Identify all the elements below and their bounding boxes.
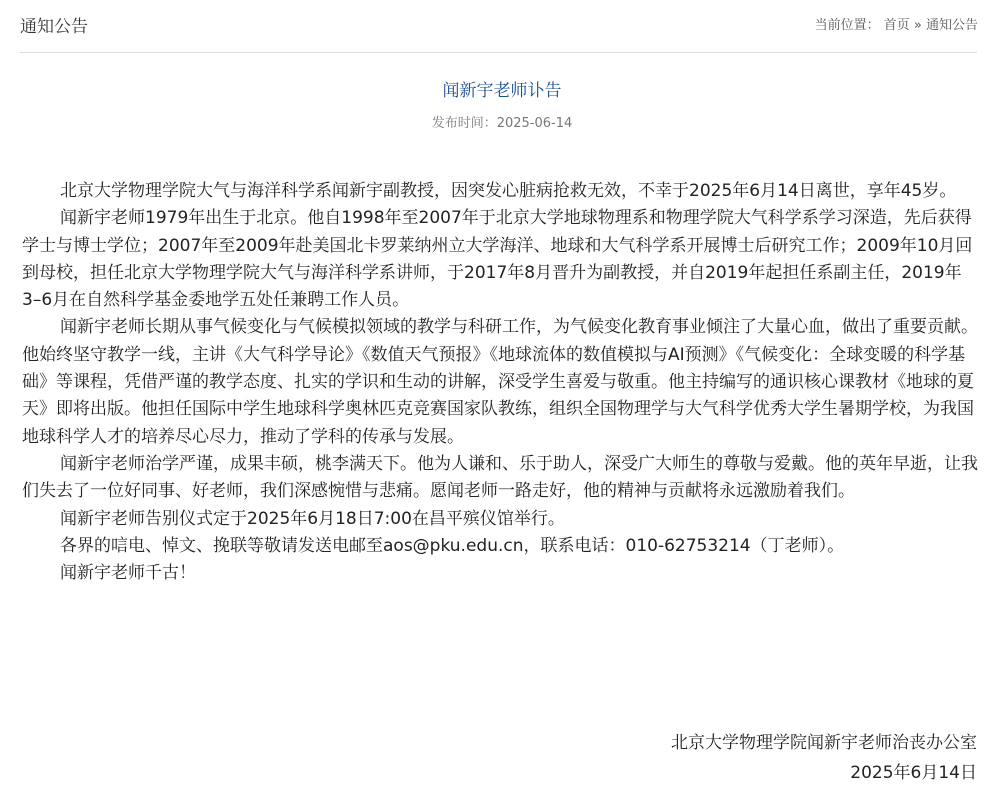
- paragraph-contributions: 闻新宇老师长期从事气候变化与气候模拟领域的教学与科研工作，为气候变化教育事业倾注了大量心血，做出了重要贡献。他始终坚守教学一线，主讲《大气科学导论》《数值天气预报》《地球流体的数值模拟与AI预测》《气候变化：全球变暖的科学基础》等课程，凭借严谨的教学态度、扎实的学识和生动的讲解，深受学生喜爱与敬重。他主持编写的通识核心课教材《地球的夏天》即将出版。他担任国际中学生地球科学奥林匹克竞赛国家队教练，组织全国物理学与大气科学优秀大学生暑期学校，为我国地球科学人才的培养尽心尽力，推动了学科的传承与发展。: [22, 317, 978, 447]
- breadcrumb-prefix: 当前位置：: [814, 18, 880, 33]
- article-body: [22, 178, 980, 587]
- publish-meta: [0, 112, 1004, 131]
- paragraph-tribute: 闻新宇老师治学严谨，成果丰硕，桃李满天下。他为人谦和、乐于助人，深受广大师生的尊敬与爱戴。他的英年早逝，让我们失去了一位好同事、好老师，我们深感惋惜与悲痛。愿闻老师一路走好，他的精神与贡献将永远激励着我们。: [22, 453, 978, 502]
- publish-date: 2025-06-14: [496, 116, 573, 131]
- paragraph-contact: 各界的唁电、悼文、挽联等敬请发送电邮至aos@pku.edu.cn，联系电话：010-62753214（丁老师）。: [60, 535, 845, 556]
- publish-label: 发布时间：: [431, 116, 497, 131]
- article-title: 闻新宇老师讣告: [442, 81, 562, 101]
- breadcrumb: [815, 14, 978, 33]
- signoff-office: 北京大学物理学院闻新宇老师治丧办公室: [671, 733, 977, 753]
- breadcrumb-current-link[interactable]: 通知公告: [925, 18, 978, 33]
- header-divider: [20, 52, 977, 53]
- section-title: 通知公告: [20, 17, 88, 37]
- paragraph-biography: 闻新宇老师1979年出生于北京。他自1998年至2007年于北京大学地球物理系和物理学院大气科学系学习深造，先后获得学士与博士学位；2007年至2009年赴美国北卡罗莱纳州立大学海洋、地球和大气科学系开展博士后研究工作；2009年10月回到母校，担任北京大学物理学院大气与海洋科学系讲师，于2017年8月晋升为副教授，并自2019年起担任系副主任，2019年3–6月在自然科学基金委地学五处任兼聘工作人员。: [22, 208, 973, 311]
- paragraph-ceremony: 闻新宇老师告别仪式定于2025年6月18日7:00在昌平殡仪馆举行。: [60, 508, 565, 529]
- breadcrumb-home-link[interactable]: 首页: [883, 18, 910, 33]
- paragraph-intro: 北京大学物理学院大气与海洋科学系闻新宇副教授，因突发心脏病抢救无效，不幸于2025年6月14日离世，享年45岁。: [60, 181, 957, 201]
- paragraph-farewell: 闻新宇老师千古！: [60, 563, 196, 584]
- signoff-date: 2025年6月14日: [850, 763, 977, 783]
- page-header: [0, 0, 1004, 50]
- breadcrumb-separator: »: [913, 18, 922, 33]
